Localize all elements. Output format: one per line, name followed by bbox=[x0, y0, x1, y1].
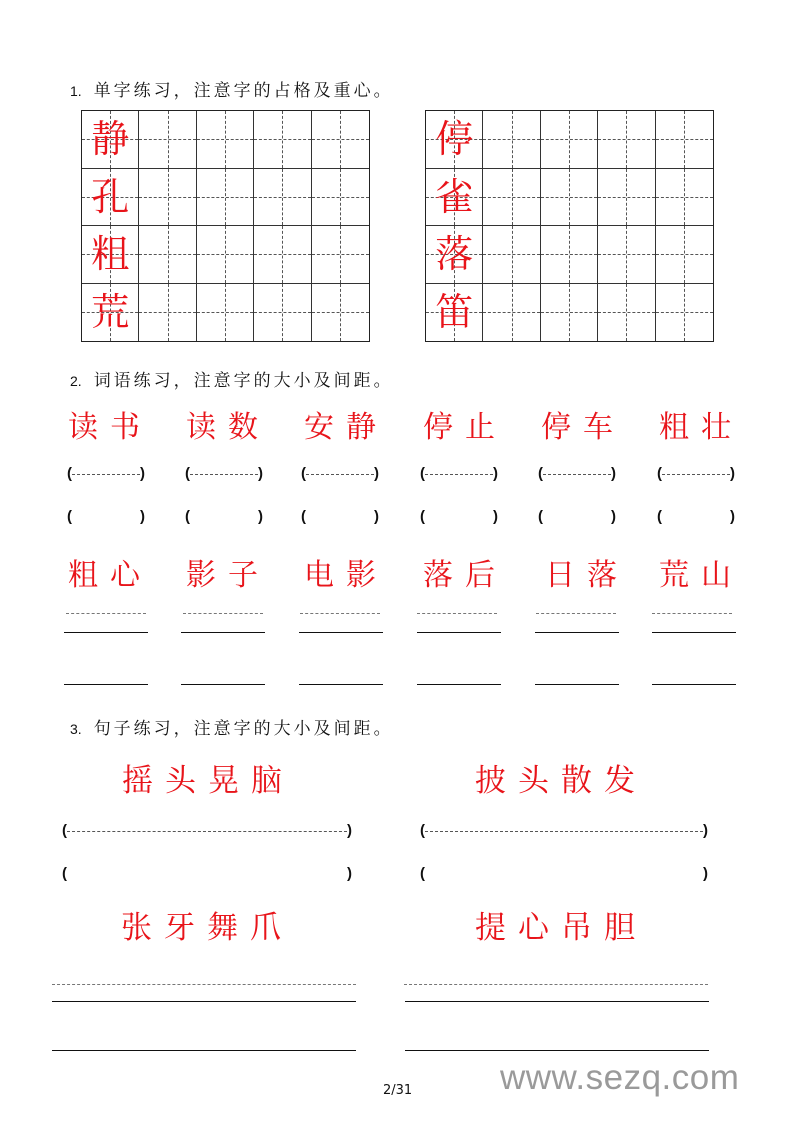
grid-cell[interactable] bbox=[197, 111, 254, 169]
writing-line[interactable] bbox=[299, 632, 383, 633]
word-model: 落后 bbox=[423, 558, 507, 593]
phrase-model: 披头散发 bbox=[475, 763, 647, 799]
grid-cell[interactable] bbox=[483, 226, 540, 284]
answer-bracket-field[interactable] bbox=[657, 508, 735, 526]
close-bracket: ) bbox=[258, 508, 263, 525]
dashed-guide-line bbox=[66, 613, 146, 614]
grid-cell bbox=[82, 111, 139, 169]
close-bracket: ) bbox=[611, 508, 616, 525]
section2-heading bbox=[70, 366, 394, 391]
open-bracket: ( bbox=[420, 822, 425, 839]
close-bracket: ) bbox=[258, 465, 263, 482]
answer-bracket-field[interactable] bbox=[67, 508, 145, 526]
word-model: 读书 bbox=[68, 410, 152, 445]
grid-cell[interactable] bbox=[312, 169, 369, 227]
close-bracket: ) bbox=[611, 465, 616, 482]
writing-line[interactable] bbox=[417, 684, 501, 685]
open-bracket: ( bbox=[657, 465, 662, 482]
answer-bracket-field[interactable] bbox=[62, 865, 352, 883]
grid-cell[interactable] bbox=[598, 169, 655, 227]
left-practice-grid bbox=[81, 110, 370, 342]
grid-cell[interactable] bbox=[197, 226, 254, 284]
close-bracket: ) bbox=[703, 822, 708, 839]
grid-cell[interactable] bbox=[139, 169, 196, 227]
dashed-guide bbox=[543, 474, 611, 475]
pinyin-bracket-field[interactable] bbox=[657, 465, 735, 483]
grid-cell[interactable] bbox=[483, 169, 540, 227]
dashed-guide bbox=[67, 831, 347, 832]
grid-cell bbox=[82, 169, 139, 227]
word-model: 粗壮 bbox=[659, 410, 743, 445]
writing-line[interactable] bbox=[405, 1001, 709, 1002]
section1-title: 单字练习，注意字的占格及重心。 bbox=[93, 81, 394, 101]
open-bracket: ( bbox=[657, 508, 662, 525]
pinyin-bracket-field[interactable] bbox=[538, 465, 616, 483]
open-bracket: ( bbox=[67, 465, 72, 482]
writing-line[interactable] bbox=[417, 632, 501, 633]
pinyin-bracket-field[interactable] bbox=[185, 465, 263, 483]
phrase-model: 摇头晃脑 bbox=[122, 763, 294, 799]
grid-cell[interactable] bbox=[656, 111, 713, 169]
model-character: 停 bbox=[435, 117, 474, 162]
writing-line[interactable] bbox=[64, 632, 148, 633]
writing-line[interactable] bbox=[52, 1050, 356, 1051]
model-character: 粗 bbox=[91, 232, 130, 277]
writing-line[interactable] bbox=[299, 684, 383, 685]
answer-bracket-field[interactable] bbox=[420, 865, 708, 883]
close-bracket: ) bbox=[493, 465, 498, 482]
pinyin-bracket-field[interactable] bbox=[420, 465, 498, 483]
grid-cell[interactable] bbox=[139, 111, 196, 169]
close-bracket: ) bbox=[140, 465, 145, 482]
word-model: 读数 bbox=[186, 410, 270, 445]
dashed-guide bbox=[72, 474, 140, 475]
grid-cell bbox=[426, 226, 483, 284]
word-model: 日落 bbox=[545, 558, 629, 593]
section3-number: 3. bbox=[70, 721, 82, 737]
model-character: 落 bbox=[435, 232, 474, 277]
pinyin-bracket-field[interactable] bbox=[67, 465, 145, 483]
writing-line[interactable] bbox=[652, 684, 736, 685]
pinyin-bracket-field[interactable] bbox=[62, 822, 352, 840]
section2-title: 词语练习，注意字的大小及间距。 bbox=[93, 371, 394, 391]
model-character: 笛 bbox=[435, 290, 474, 335]
writing-line[interactable] bbox=[181, 684, 265, 685]
grid-cell bbox=[426, 169, 483, 227]
open-bracket: ( bbox=[301, 508, 306, 525]
grid-cell[interactable] bbox=[254, 284, 311, 342]
model-character: 静 bbox=[91, 117, 130, 162]
grid-cell[interactable] bbox=[197, 284, 254, 342]
open-bracket: ( bbox=[538, 465, 543, 482]
model-character: 荒 bbox=[91, 290, 130, 335]
section3-heading bbox=[70, 714, 394, 739]
open-bracket: ( bbox=[67, 508, 72, 525]
open-bracket: ( bbox=[420, 508, 425, 525]
open-bracket: ( bbox=[301, 465, 306, 482]
writing-line[interactable] bbox=[64, 684, 148, 685]
open-bracket: ( bbox=[420, 865, 425, 882]
grid-cell[interactable] bbox=[254, 169, 311, 227]
open-bracket: ( bbox=[420, 465, 425, 482]
dashed-guide-line bbox=[404, 984, 708, 985]
site-watermark: www.sezq.com bbox=[500, 1058, 740, 1097]
pinyin-bracket-field[interactable] bbox=[301, 465, 379, 483]
phrase-model: 提心吊胆 bbox=[475, 910, 647, 946]
grid-cell[interactable] bbox=[656, 169, 713, 227]
open-bracket: ( bbox=[185, 465, 190, 482]
word-model: 安静 bbox=[304, 410, 388, 445]
grid-cell bbox=[82, 284, 139, 342]
grid-cell bbox=[426, 284, 483, 342]
open-bracket: ( bbox=[62, 822, 67, 839]
grid-cell[interactable] bbox=[254, 111, 311, 169]
dashed-guide bbox=[662, 474, 730, 475]
dashed-guide bbox=[190, 474, 258, 475]
open-bracket: ( bbox=[538, 508, 543, 525]
answer-bracket-field[interactable] bbox=[301, 508, 379, 526]
section1-heading bbox=[70, 76, 394, 101]
grid-cell[interactable] bbox=[483, 111, 540, 169]
writing-line[interactable] bbox=[652, 632, 736, 633]
grid-cell[interactable] bbox=[541, 169, 598, 227]
word-model: 荒山 bbox=[659, 558, 743, 593]
close-bracket: ) bbox=[703, 865, 708, 882]
close-bracket: ) bbox=[347, 865, 352, 882]
writing-line[interactable] bbox=[535, 632, 619, 633]
grid-cell[interactable] bbox=[598, 284, 655, 342]
grid-cell[interactable] bbox=[139, 284, 196, 342]
grid-cell bbox=[82, 226, 139, 284]
writing-line[interactable] bbox=[535, 684, 619, 685]
dashed-guide bbox=[306, 474, 374, 475]
open-bracket: ( bbox=[62, 865, 67, 882]
writing-line[interactable] bbox=[52, 1001, 356, 1002]
grid-cell[interactable] bbox=[656, 226, 713, 284]
close-bracket: ) bbox=[374, 465, 379, 482]
page-number: 2/31 bbox=[383, 1083, 413, 1098]
writing-line[interactable] bbox=[181, 632, 265, 633]
close-bracket: ) bbox=[493, 508, 498, 525]
dashed-guide-line bbox=[300, 613, 380, 614]
dashed-guide-line bbox=[652, 613, 732, 614]
close-bracket: ) bbox=[374, 508, 379, 525]
grid-cell[interactable] bbox=[197, 169, 254, 227]
model-character: 孔 bbox=[91, 174, 130, 219]
dashed-guide bbox=[425, 831, 703, 832]
grid-cell[interactable] bbox=[598, 111, 655, 169]
dashed-guide-line bbox=[52, 984, 356, 985]
answer-bracket-field[interactable] bbox=[538, 508, 616, 526]
dashed-guide-line bbox=[417, 613, 497, 614]
answer-bracket-field[interactable] bbox=[420, 508, 498, 526]
phrase-model: 张牙舞爪 bbox=[121, 910, 293, 946]
close-bracket: ) bbox=[730, 508, 735, 525]
grid-cell[interactable] bbox=[312, 284, 369, 342]
word-model: 粗心 bbox=[68, 558, 152, 593]
grid-cell[interactable] bbox=[312, 226, 369, 284]
open-bracket: ( bbox=[185, 508, 190, 525]
writing-line[interactable] bbox=[405, 1050, 709, 1051]
word-model: 电影 bbox=[304, 558, 388, 593]
close-bracket: ) bbox=[730, 465, 735, 482]
section1-number: 1. bbox=[70, 83, 82, 99]
pinyin-bracket-field[interactable] bbox=[420, 822, 708, 840]
answer-bracket-field[interactable] bbox=[185, 508, 263, 526]
grid-cell[interactable] bbox=[483, 284, 540, 342]
grid-cell bbox=[426, 111, 483, 169]
grid-cell[interactable] bbox=[312, 111, 369, 169]
grid-cell[interactable] bbox=[656, 284, 713, 342]
word-model: 影子 bbox=[186, 558, 270, 593]
right-practice-grid bbox=[425, 110, 714, 342]
dashed-guide-line bbox=[183, 613, 263, 614]
dashed-guide-line bbox=[536, 613, 616, 614]
grid-cell[interactable] bbox=[541, 226, 598, 284]
grid-cell[interactable] bbox=[541, 284, 598, 342]
section2-number: 2. bbox=[70, 373, 82, 389]
model-character: 雀 bbox=[435, 174, 474, 219]
grid-cell[interactable] bbox=[598, 226, 655, 284]
section3-title: 句子练习，注意字的大小及间距。 bbox=[93, 719, 394, 739]
word-model: 停止 bbox=[423, 410, 507, 445]
word-model: 停车 bbox=[541, 410, 625, 445]
close-bracket: ) bbox=[140, 508, 145, 525]
grid-cell[interactable] bbox=[541, 111, 598, 169]
close-bracket: ) bbox=[347, 822, 352, 839]
grid-cell[interactable] bbox=[139, 226, 196, 284]
dashed-guide bbox=[425, 474, 493, 475]
grid-cell[interactable] bbox=[254, 226, 311, 284]
